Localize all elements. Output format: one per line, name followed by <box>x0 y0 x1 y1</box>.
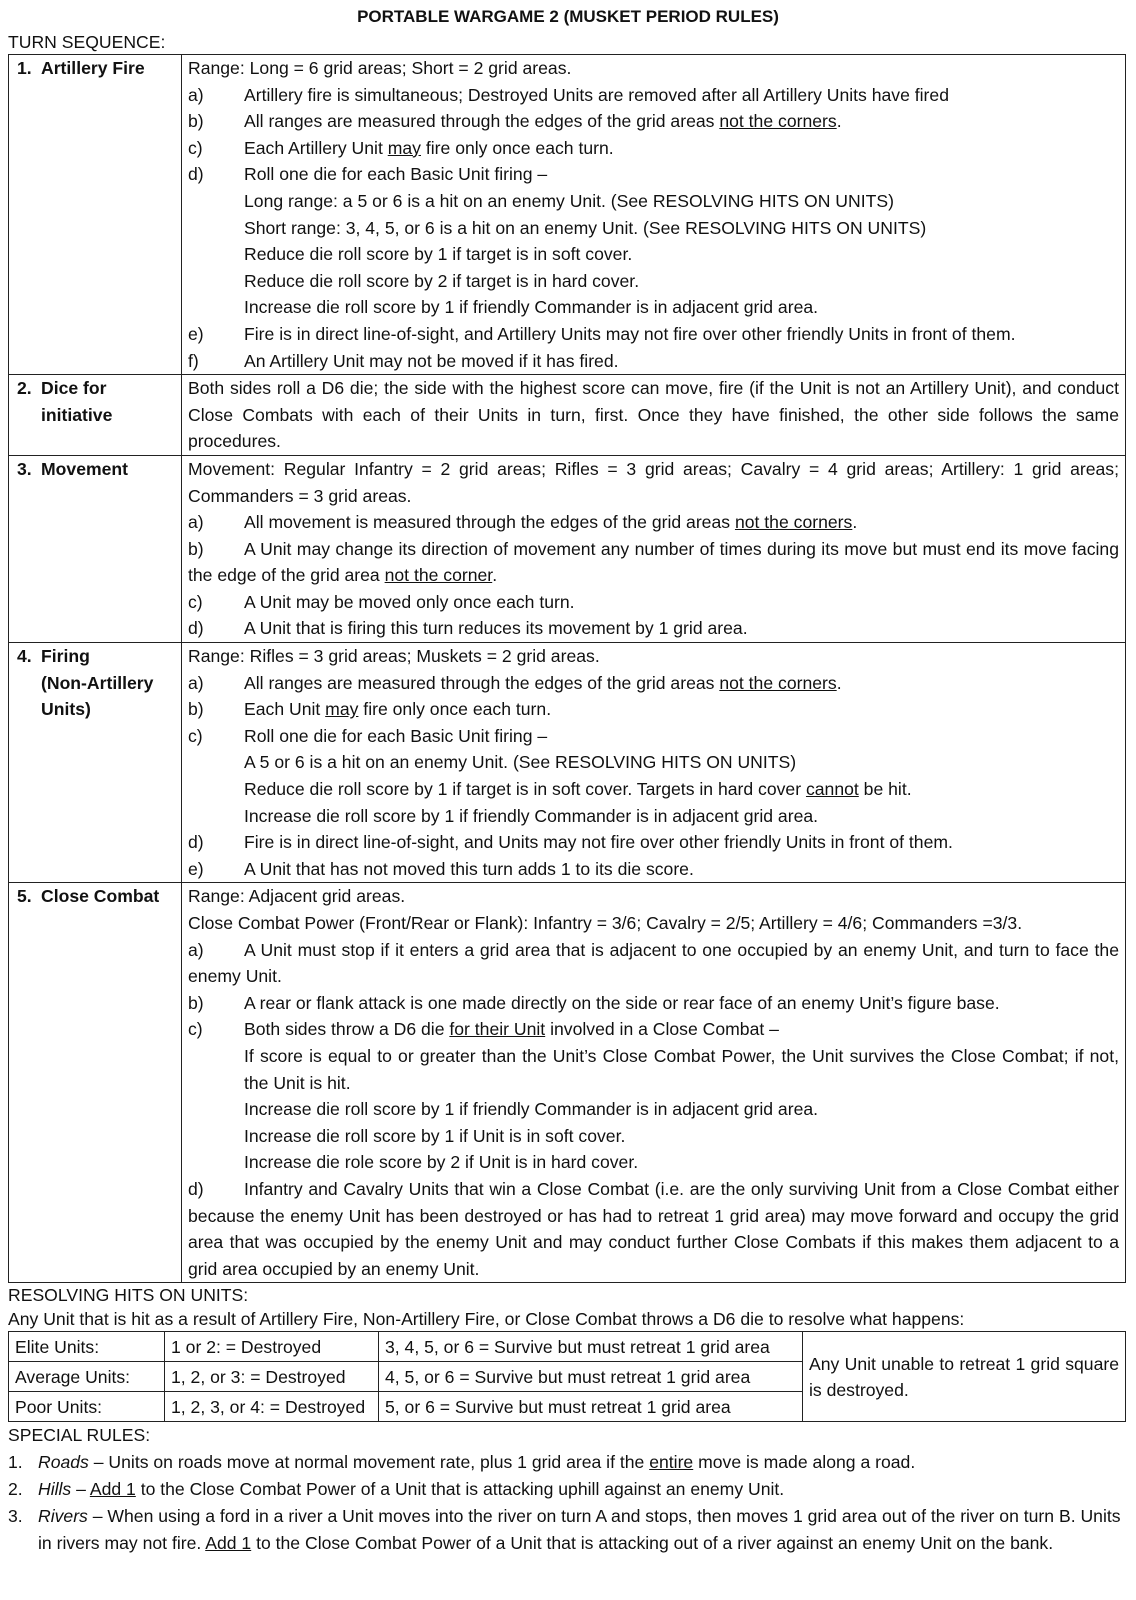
row-title: Firing <box>41 646 90 667</box>
rule-marker: c) <box>188 137 203 158</box>
row-heading <box>9 643 182 883</box>
row-title: Units) <box>41 699 91 720</box>
table-row <box>9 643 1126 883</box>
table-row <box>9 455 1126 642</box>
rule-subtext: If score is equal to or greater than the Unit’s Close Combat Power, the Unit survives the Close Combat; if not, the Unit is hit. <box>244 1045 1119 1093</box>
rule-marker: a) <box>188 84 204 105</box>
row-number: 1. <box>17 58 32 78</box>
rule-marker: a) <box>188 512 204 533</box>
hits-heading: RESOLVING HITS ON UNITS: <box>8 1285 249 1306</box>
row-heading <box>9 55 182 375</box>
special-rules-heading: SPECIAL RULES: <box>8 1425 151 1446</box>
page-title: PORTABLE WARGAME 2 (MUSKET PERIOD RULES) <box>357 7 779 26</box>
rule-subtext: Increase die roll score by 1 if friendly Commander is in adjacent grid area. <box>244 297 819 318</box>
rule-text: fire only once each turn. <box>358 699 552 720</box>
table-row <box>9 55 1126 375</box>
rule-text: Both sides roll a D6 die; the side with the highest score can move, fire (if the Unit is not an Artillery Unit), and conduct Close Combats with each of their Units in turn, first. Once they have finished, the other side follows the same procedures. <box>188 378 1119 452</box>
rule-subtext: Reduce die roll score by 1 if target is in soft cover. <box>244 244 633 265</box>
rule-text: All movement is measured through the edges of the grid areas <box>244 512 735 533</box>
table-row <box>9 883 1126 1283</box>
row-title: (Non-Artillery <box>41 672 154 693</box>
survive-result: 3, 4, 5, or 6 = Survive but must retreat 1 grid area <box>379 1332 803 1362</box>
rule-emphasis: may <box>325 699 359 720</box>
row-content <box>182 643 1126 883</box>
row-number: 2. <box>17 378 32 399</box>
row-content <box>182 883 1126 1283</box>
rule-text: Fire is in direct line-of-sight, and Units may not fire over other friendly Units in front of them. <box>244 832 953 853</box>
rule-emphasis: Add 1 <box>205 1532 252 1553</box>
rule-emphasis: not the corner <box>384 565 493 586</box>
rule-marker: a) <box>188 939 204 960</box>
rule-text: . <box>852 512 858 533</box>
special-rules <box>8 1422 1128 1556</box>
turn-sequence-heading: TURN SEQUENCE: <box>8 32 166 52</box>
rule-text: Both sides throw a D6 die <box>244 1019 450 1040</box>
rule-text: – Units on roads move at normal movement rate, plus 1 grid area if the <box>88 1452 650 1473</box>
rule-text: Close Combat Power (Front/Rear or Flank): Infantry = 3/6; Cavalry = 2/5; Artillery = 4/6; Commanders =3/3. <box>188 913 1023 933</box>
row-title: Dice for <box>41 378 107 399</box>
rule-emphasis: not the corners <box>719 672 837 693</box>
row-title: Artillery Fire <box>41 58 145 78</box>
table-row <box>9 375 1126 456</box>
row-title: Movement <box>41 458 129 479</box>
rule-text: Movement: Regular Infantry = 2 grid areas; Rifles = 3 grid areas; Cavalry = 4 grid areas; Artillery: 1 grid areas; Commanders = 3 grid areas. <box>188 458 1119 506</box>
row-content <box>182 375 1126 456</box>
rule-text: Fire is in direct line-of-sight, and Artillery Units may not fire over other friendly Units in front of them. <box>244 323 1016 344</box>
table-row <box>9 1332 1126 1362</box>
unit-type: Elite Units: <box>9 1332 165 1362</box>
rule-subtext: Increase die roll score by 1 if friendly Commander is in adjacent grid area. <box>244 805 819 826</box>
rule-emphasis: Add 1 <box>89 1478 136 1499</box>
row-heading <box>9 375 182 456</box>
rule-subtext: Long range: a 5 or 6 is a hit on an enemy Unit. (See RESOLVING HITS ON UNITS) <box>244 190 894 211</box>
rule-emphasis: not the corners <box>719 111 837 132</box>
rule-text: A Unit may be moved only once each turn. <box>244 591 575 612</box>
rule-marker: f) <box>188 350 199 371</box>
rule-emphasis: not the corners <box>734 512 853 533</box>
rule-marker: b) <box>188 111 204 132</box>
rule-text: Roll one die for each Basic Unit firing – <box>244 164 548 185</box>
rule-emphasis: for their Unit <box>449 1019 546 1040</box>
rule-marker: a) <box>188 672 204 693</box>
row-number: 5. <box>17 886 32 907</box>
rule-text: to the Close Combat Power of a Unit that is attacking uphill against an enemy Unit. <box>135 1478 785 1499</box>
rule-text: A Unit may change its direction of movement any number of times during its move but must end its move facing the edge of the grid area <box>188 538 1119 586</box>
rule-marker: b) <box>188 699 204 720</box>
rule-text: Range: Adjacent grid areas. <box>188 886 406 907</box>
rule-subtext: Reduce die roll score by 1 if target is in soft cover. Targets in hard cover <box>244 779 806 800</box>
row-title: initiative <box>41 404 113 425</box>
rule-subtext: Increase die roll score by 1 if friendly Commander is in adjacent grid area. <box>244 1099 819 1120</box>
rule-emphasis: cannot <box>805 779 859 800</box>
rule-text: An Artillery Unit may not be moved if it has fired. <box>244 350 619 371</box>
rule-marker: c) <box>188 725 203 746</box>
rule-emphasis: may <box>387 137 421 158</box>
rule-text: A Unit must stop if it enters a grid area that is adjacent to one occupied by an enemy Unit, and turn to face the enemy Unit. <box>188 939 1119 987</box>
rule-text: Range: Rifles = 3 grid areas; Muskets = 2 grid areas. <box>188 646 600 667</box>
rule-text: – When using a ford in a river a Unit moves into the river on turn A and stops, then moves 1 grid area out of the river on turn B. Units in rivers may not fire. <box>38 1505 1121 1553</box>
unit-type: Average Units: <box>9 1362 165 1392</box>
rule-name: Roads <box>38 1452 89 1473</box>
rule-emphasis: entire <box>649 1452 694 1473</box>
turn-sequence-table <box>8 54 1126 1283</box>
unit-type: Poor Units: <box>9 1392 165 1422</box>
rule-subtext: be hit. <box>858 779 912 800</box>
rule-text: fire only once each turn. <box>420 137 614 158</box>
rule-text: Infantry and Cavalry Units that win a Close Combat (i.e. are the only surviving Unit from a Close Combat either because the enemy Unit has been destroyed or has had to retreat 1 grid area) may move forward and occupy the grid area that was occupied by the enemy Unit and may conduct further Close Combats if this makes them adjacent to a grid area occupied by an enemy Unit. <box>188 1178 1119 1279</box>
row-number: 4. <box>17 646 32 667</box>
rule-text: . <box>492 565 498 586</box>
rule-text: All ranges are measured through the edges of the grid areas <box>244 672 720 693</box>
rule-name: Rivers <box>38 1505 88 1526</box>
rule-text: A Unit that is firing this turn reduces its movement by 1 grid area. <box>244 618 748 639</box>
rule-subtext: Reduce die roll score by 2 if target is in hard cover. <box>244 270 640 291</box>
rule-text: . <box>836 111 842 132</box>
rule-text: Each Artillery Unit <box>244 137 388 158</box>
rule-text: A Unit that has not moved this turn adds 1 to its die score. <box>244 858 694 879</box>
rule-marker: 2. <box>8 1478 23 1499</box>
rule-marker: e) <box>188 858 204 879</box>
rule-marker: b) <box>188 992 204 1013</box>
hits-intro: Any Unit that is hit as a result of Artillery Fire, Non-Artillery Fire, or Close Combat throws a D6 die to resolve what happens: <box>8 1309 965 1330</box>
hits-table <box>8 1331 1126 1422</box>
document-page <box>8 0 1128 1556</box>
row-number: 3. <box>17 458 32 479</box>
destroyed-result: 1, 2, 3, or 4: = Destroyed <box>165 1392 379 1422</box>
row-heading <box>9 455 182 642</box>
rule-subtext: Short range: 3, 4, 5, or 6 is a hit on an enemy Unit. (See RESOLVING HITS ON UNITS) <box>244 217 927 238</box>
rule-text: involved in a Close Combat – <box>545 1019 779 1040</box>
survive-result: 4, 5, or 6 = Survive but must retreat 1 grid area <box>379 1362 803 1392</box>
rule-text: Each Unit <box>244 699 326 720</box>
rule-name: Hills <box>38 1478 72 1499</box>
rule-marker: c) <box>188 1019 203 1040</box>
rule-text: . <box>836 672 842 693</box>
rule-text: Roll one die for each Basic Unit firing – <box>244 725 548 746</box>
rule-text: Range: Long = 6 grid areas; Short = 2 grid areas. <box>188 58 572 78</box>
destroyed-result: 1 or 2: = Destroyed <box>165 1332 379 1362</box>
rule-marker: e) <box>188 323 204 344</box>
rule-subtext: Increase die role score by 2 if Unit is in hard cover. <box>244 1152 639 1173</box>
rule-marker: d) <box>188 164 204 185</box>
rule-text: All ranges are measured through the edges of the grid areas <box>244 111 720 132</box>
rule-text: – <box>71 1478 90 1499</box>
rule-marker: d) <box>188 832 204 853</box>
retreat-note: Any Unit unable to retreat 1 grid square is destroyed. <box>803 1332 1126 1422</box>
rule-text: A rear or flank attack is one made directly on the side or rear face of an enemy Unit’s figure base. <box>244 992 1000 1013</box>
rule-marker: b) <box>188 538 204 559</box>
row-title: Close Combat <box>41 886 160 907</box>
rule-subtext: A 5 or 6 is a hit on an enemy Unit. (See RESOLVING HITS ON UNITS) <box>244 752 797 773</box>
row-heading <box>9 883 182 1283</box>
rule-subtext: Increase die roll score by 1 if Unit is in soft cover. <box>244 1125 626 1146</box>
rule-text: move is made along a road. <box>693 1452 916 1473</box>
rule-marker: c) <box>188 591 203 612</box>
row-content <box>182 455 1126 642</box>
rule-text: Artillery fire is simultaneous; Destroyed Units are removed after all Artillery Units have fired <box>244 84 949 105</box>
row-content <box>182 55 1126 375</box>
rule-text: to the Close Combat Power of a Unit that is attacking out of a river against an enemy Unit on the bank. <box>251 1532 1054 1553</box>
survive-result: 5, or 6 = Survive but must retreat 1 grid area <box>379 1392 803 1422</box>
destroyed-result: 1, 2, or 3: = Destroyed <box>165 1362 379 1392</box>
rule-marker: 3. <box>8 1505 23 1526</box>
rule-marker: d) <box>188 1178 204 1199</box>
rule-marker: d) <box>188 618 204 639</box>
rule-marker: 1. <box>8 1452 23 1473</box>
